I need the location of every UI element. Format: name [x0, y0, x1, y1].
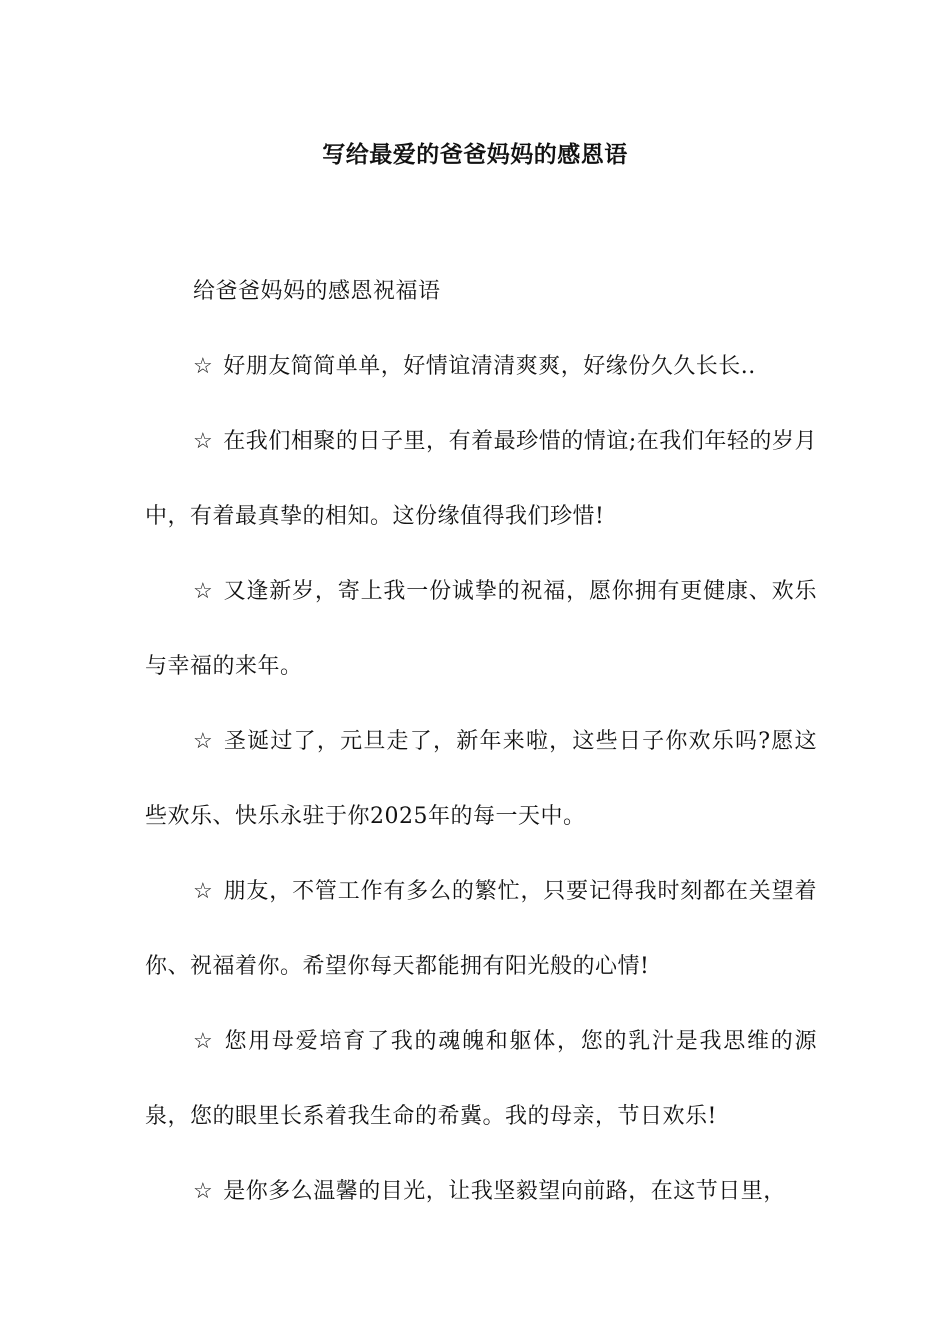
star-icon: ☆: [193, 1029, 215, 1054]
blessing-paragraph: [145, 329, 817, 404]
paragraph-text: 又逢新岁，寄上我一份诚挚的祝福，愿你拥有更健康、欢乐与幸福的来年。: [145, 579, 817, 679]
paragraph-text: 朋友，不管工作有多么的繁忙，只要记得我时刻都在关望着你、祝福着你。希望你每天都能拥有阳光般的心情!: [145, 879, 817, 979]
star-icon: ☆: [193, 429, 214, 454]
paragraph-text: 好朋友简简单单，好情谊清清爽爽，好缘份久久长长..: [223, 354, 756, 379]
blessing-paragraph: [145, 704, 817, 854]
star-icon: ☆: [193, 729, 214, 754]
blessing-paragraph: [145, 1154, 817, 1229]
paragraph-text: 圣诞过了，元旦走了，新年来啦，这些日子你欢乐吗?愿这些欢乐、快乐永驻于你2025年的每一天中。: [145, 729, 817, 829]
subtitle-paragraph: 给爸爸妈妈的感恩祝福语: [193, 279, 441, 304]
paragraph-text: 在我们相聚的日子里，有着最珍惜的情谊;在我们年轻的岁月中，有着最真挚的相知。这份缘值得我们珍惜!: [145, 429, 817, 529]
blessing-paragraph: [145, 854, 817, 1004]
blessing-paragraph: [145, 554, 817, 704]
blessing-paragraph: [145, 404, 817, 554]
blessing-paragraph: [145, 1004, 817, 1154]
star-icon: ☆: [193, 879, 214, 904]
document-title: 写给最爱的爸爸妈妈的感恩语: [322, 141, 628, 168]
paragraph-text: 您用母爱培育了我的魂魄和躯体，您的乳汁是我思维的源泉，您的眼里长系着我生命的希冀。我的母亲，节日欢乐!: [145, 1029, 817, 1129]
star-icon: ☆: [193, 579, 214, 604]
paragraph-text: 是你多么温馨的目光，让我坚毅望向前路，在这节日里，: [223, 1179, 786, 1204]
star-icon: ☆: [193, 1179, 214, 1204]
star-icon: ☆: [193, 354, 214, 379]
document-body: [145, 254, 817, 1229]
